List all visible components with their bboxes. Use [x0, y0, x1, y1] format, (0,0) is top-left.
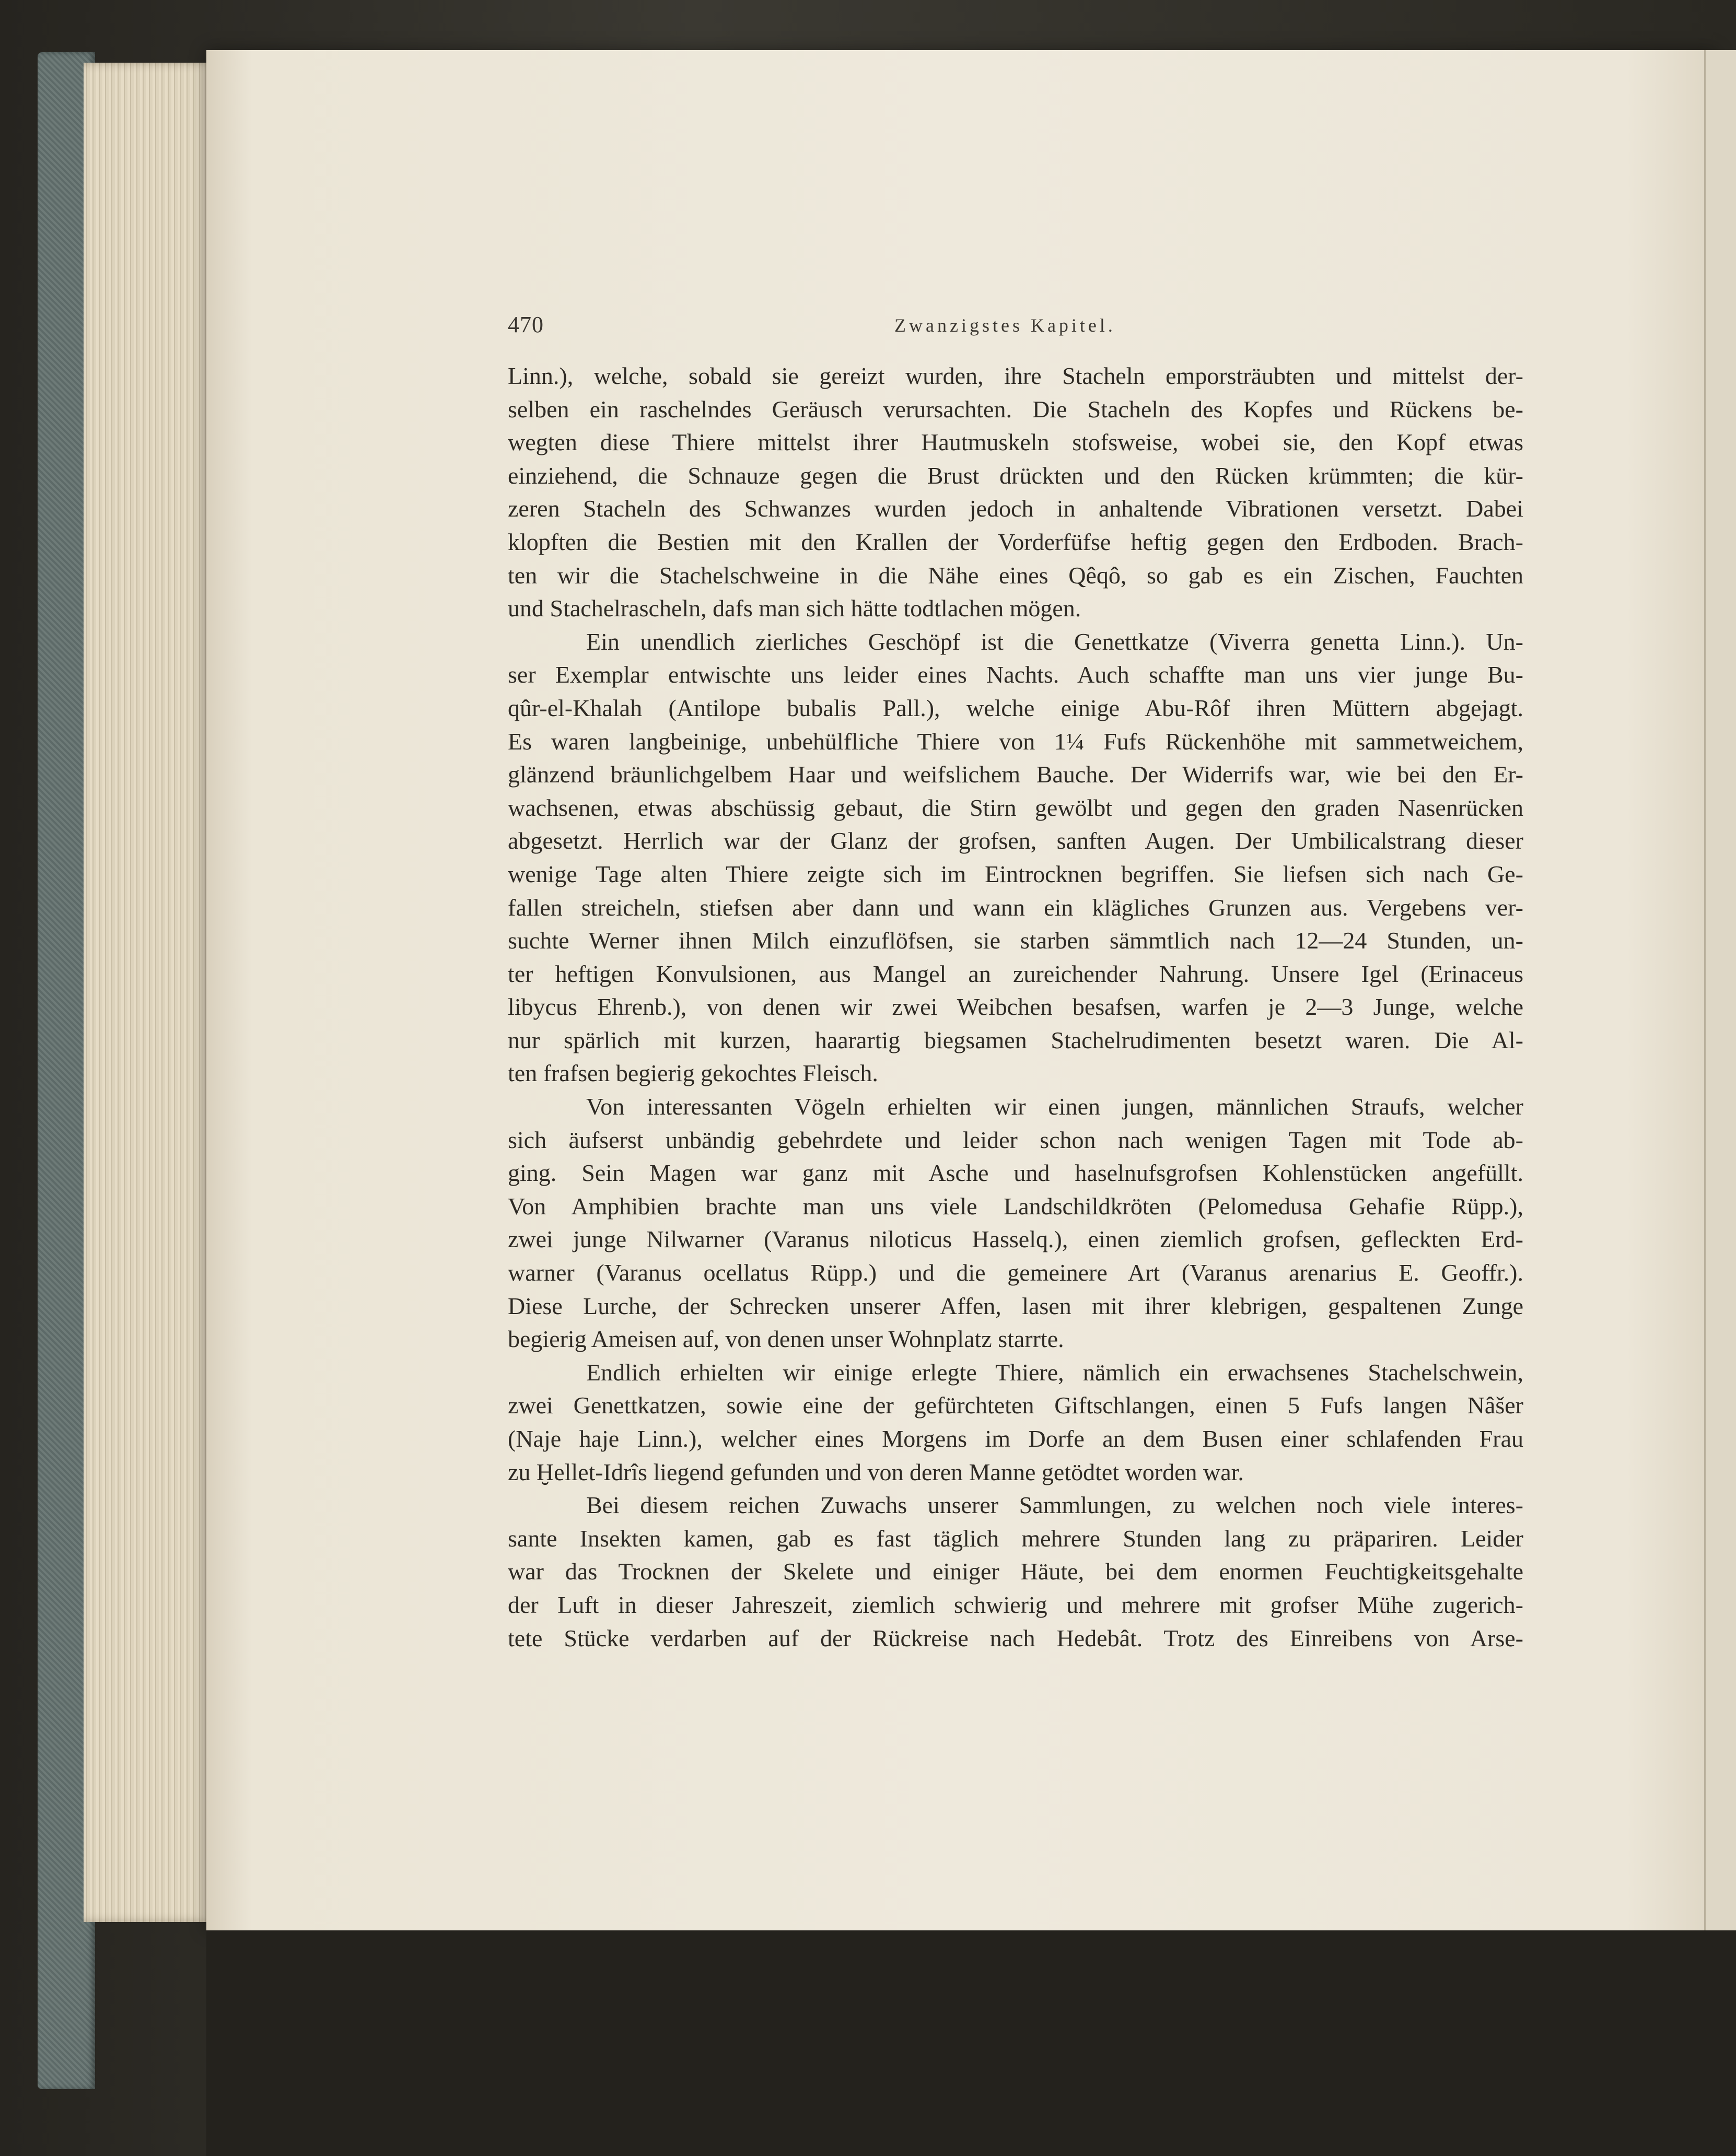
text-line: Diese Lurche, der Schrecken unserer Affen, lasen mit ihrer klebrigen, gespaltenen Zunge: [508, 1292, 1523, 1319]
text-line: einziehend, die Schnauze gegen die Brust drückten und den Rücken krümmten; die kür-: [508, 462, 1523, 489]
text-line: der Luft in dieser Jahreszeit, ziemlich schwierig und mehrere mit grofser Mühe zugerich-: [508, 1591, 1523, 1618]
text-line: wachsenen, etwas abschüssig gebaut, die Stirn gewölbt und gegen den graden Nasenrücken: [508, 794, 1523, 821]
text-line: wegten diese Thiere mittelst ihrer Hautmuskeln stofsweise, wobei sie, den Kopf etwas: [508, 429, 1523, 456]
text-line: ging. Sein Magen war ganz mit Asche und haselnufsgrofsen Kohlenstücken angefüllt.: [508, 1159, 1523, 1187]
text-line: abgesetzt. Herrlich war der Glanz der grofsen, sanften Augen. Der Umbilicalstrang dieser: [508, 827, 1523, 854]
text-line: ten frafsen begierig gekochtes Fleisch.: [508, 1060, 878, 1087]
text-line: fallen streicheln, stiefsen aber dann und wann ein klägliches Grunzen aus. Vergebens ver-: [508, 894, 1523, 921]
text-line: ter heftigen Konvulsionen, aus Mangel an zureichender Nahrung. Unsere Igel (Erinaceus: [508, 960, 1523, 987]
scan-bottom-margin: [206, 1930, 1736, 2156]
text-line: zwei junge Nilwarner (Varanus niloticus Hasselq.), einen ziemlich grofsen, gefleckten Erd-: [508, 1226, 1523, 1253]
text-line: (Naje haje Linn.), welcher eines Morgens im Dorfe an dem Busen einer schlafenden Frau: [508, 1425, 1523, 1452]
text-line: war das Trocknen der Skelete und einiger Häute, bei dem enormen Feuchtigkeitsgehalte: [508, 1558, 1523, 1585]
text-line: glänzend bräunlichgelbem Haar und weifslichem Bauche. Der Widerrifs war, wie bei den Er-: [508, 761, 1523, 788]
text-line: tete Stücke verdarben auf der Rückreise nach Hedebât. Trotz des Einreibens von Arse-: [508, 1624, 1523, 1651]
text-line: sich äufserst unbändig gebehrdete und leider schon nach wenigen Tagen mit Tode ab-: [508, 1126, 1523, 1153]
text-line: Es waren langbeinige, unbehülfliche Thiere von 1¼ Fufs Rückenhöhe mit sammetweichem,: [508, 728, 1523, 755]
text-line: zwei Genettkatzen, sowie eine der gefürchteten Giftschlangen, einen 5 Fufs langen Nâšer: [508, 1392, 1523, 1419]
text-line: nur spärlich mit kurzen, haarartig biegsamen Stachelrudimenten besetzt waren. Die Al-: [508, 1026, 1523, 1053]
text-line: zu Ḫellet-Idrîs liegend gefunden und von deren Manne getödtet worden war.: [508, 1458, 1244, 1485]
text-line: Endlich erhielten wir einige erlegte Thiere, nämlich ein erwachsenes Stachelschwein,: [586, 1358, 1523, 1386]
text-line: klopften die Bestien mit den Krallen der Vorderfüfse heftig gegen den Erdboden. Brach-: [508, 528, 1523, 555]
text-line: Ein unendlich zierliches Geschöpf ist die Genettkatze (Viverra genetta Linn.). Un-: [586, 628, 1523, 655]
text-line: qûr-el-Khalah (Antilope bubalis Pall.), welche einige Abu-Rôf ihren Müttern abgejagt.: [508, 694, 1523, 721]
text-line: suchte Werner ihnen Milch einzuflöfsen, sie starben sämmtlich nach 12—24 Stunden, un-: [508, 927, 1523, 954]
text-line: sante Insekten kamen, gab es fast täglich mehrere Stunden lang zu präpariren. Leider: [508, 1525, 1523, 1552]
text-line: Linn.), welche, sobald sie gereizt wurden, ihre Stacheln emporsträubten und mittelst der-: [508, 362, 1523, 389]
page-number: 470: [508, 312, 544, 337]
text-line: wenige Tage alten Thiere zeigte sich im Eintrocknen begriffen. Sie liefsen sich nach Ge-: [508, 860, 1523, 887]
body-text: [508, 359, 1523, 1655]
text-line: warner (Varanus ocellatus Rüpp.) und die gemeinere Art (Varanus arenarius E. Geoffr.).: [508, 1259, 1523, 1286]
text-line: ser Exemplar entwischte uns leider eines Nachts. Auch schaffte man uns vier junge Bu-: [508, 661, 1523, 688]
chapter-title: Zwanzigstes Kapitel.: [894, 315, 1116, 336]
text-line: selben ein raschelndes Geräusch verursachten. Die Stacheln des Kopfes und Rückens be-: [508, 395, 1523, 423]
running-head: [508, 311, 1532, 348]
text-line: zeren Stacheln des Schwanzes wurden jedoch in anhaltende Vibrationen versetzt. Dabei: [508, 495, 1523, 522]
text-line: libycus Ehrenb.), von denen wir zwei Weibchen besafsen, warfen je 2—3 Junge, welche: [508, 993, 1523, 1021]
text-line: Bei diesem reichen Zuwachs unserer Sammlungen, zu welchen noch viele interes-: [586, 1492, 1523, 1519]
text-line: ten wir die Stachelschweine in die Nähe eines Qêqô, so gab es ein Zischen, Fauchten: [508, 561, 1523, 589]
next-page-edge: [1704, 50, 1736, 1930]
text-line: Von interessanten Vögeln erhielten wir einen jungen, männlichen Straufs, welcher: [586, 1093, 1523, 1120]
text-line: Von Amphibien brachte man uns viele Landschildkröten (Pelomedusa Gehafie Rüpp.),: [508, 1192, 1523, 1220]
text-line: begierig Ameisen auf, von denen unser Wohnplatz starrte.: [508, 1326, 1064, 1353]
page-edges: [84, 63, 214, 1922]
text-line: und Stachelrascheln, dafs man sich hätte todtlachen mögen.: [508, 595, 1081, 622]
